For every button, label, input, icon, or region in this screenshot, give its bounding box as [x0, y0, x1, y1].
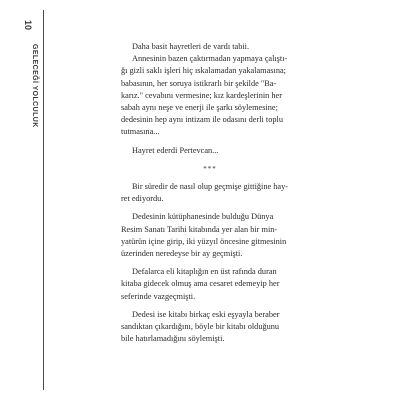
text-line: Dedesinin kütüphanesinde bulduğu Dünya: [132, 212, 274, 222]
text-line: Annesinin bazen çaktırmadan yapmaya çalıştı-: [132, 54, 288, 64]
body-text: [121, 41, 299, 345]
text-line: üzerinden neredeyse bir ay geçmişti.: [121, 249, 243, 259]
paragraph-1: Daha basit hayretleri de vardı tabii.: [132, 42, 250, 51]
text-line: Resim Sanatı Tarihi kitabında yer alan bir min-: [121, 224, 278, 234]
text-line: bile hatırlamadığını söylemişti.: [121, 334, 225, 344]
text-line: ret ediyordu.: [121, 194, 164, 204]
text-line: Defalarca eli kitaplığın en üst rafında duran: [132, 267, 277, 277]
text-line: Bir süredir de nasıl olup geçmişe gittiğine hay-: [132, 182, 288, 192]
text-line: tutmasına...: [121, 127, 160, 137]
paragraph-2: [121, 53, 299, 138]
text-line: ğı gizli saklı işleri hiç ıskalamadan yakalamasına;: [121, 66, 286, 76]
text-line: Dedesi ise kitabı birkaç eski eşyayla beraber: [132, 309, 280, 319]
paragraph-4: [121, 181, 299, 205]
paragraph-3: Hayret ederdi Pertevcan...: [132, 145, 219, 155]
text-line: sandıktan çıkardığını, böyle bir kitabı olduğunu: [121, 322, 280, 332]
paragraph-6: [121, 266, 299, 303]
page-number: 10: [23, 20, 33, 31]
text-line: kitaba gidecek olmuş ama cesaret edemeyip her: [121, 279, 280, 289]
section-break-ornament: ***: [203, 164, 217, 173]
paragraph-7: [121, 309, 299, 346]
text-line: sabah aynı neşe ve enerji ile şarkı söylemesine;: [121, 103, 278, 113]
text-line: babasının, her soruya istikrarlı bir şekilde "Ba-: [121, 78, 277, 88]
text-line: yatürün içine girip, iki yüzyıl öncesine gitmesinin: [121, 236, 287, 246]
text-line: dedesinin hep aynı intizam ile odasını derli toplu: [121, 115, 283, 125]
text-line: karız." cevabını vermesine; kız kardeşlerinin her: [121, 90, 282, 100]
paragraph-5: [121, 211, 299, 260]
running-head: GELECEĞİ YOLCULUK: [31, 44, 38, 128]
text-line: seferinde vazgeçmişti.: [121, 291, 196, 301]
margin-rule: [43, 10, 44, 390]
